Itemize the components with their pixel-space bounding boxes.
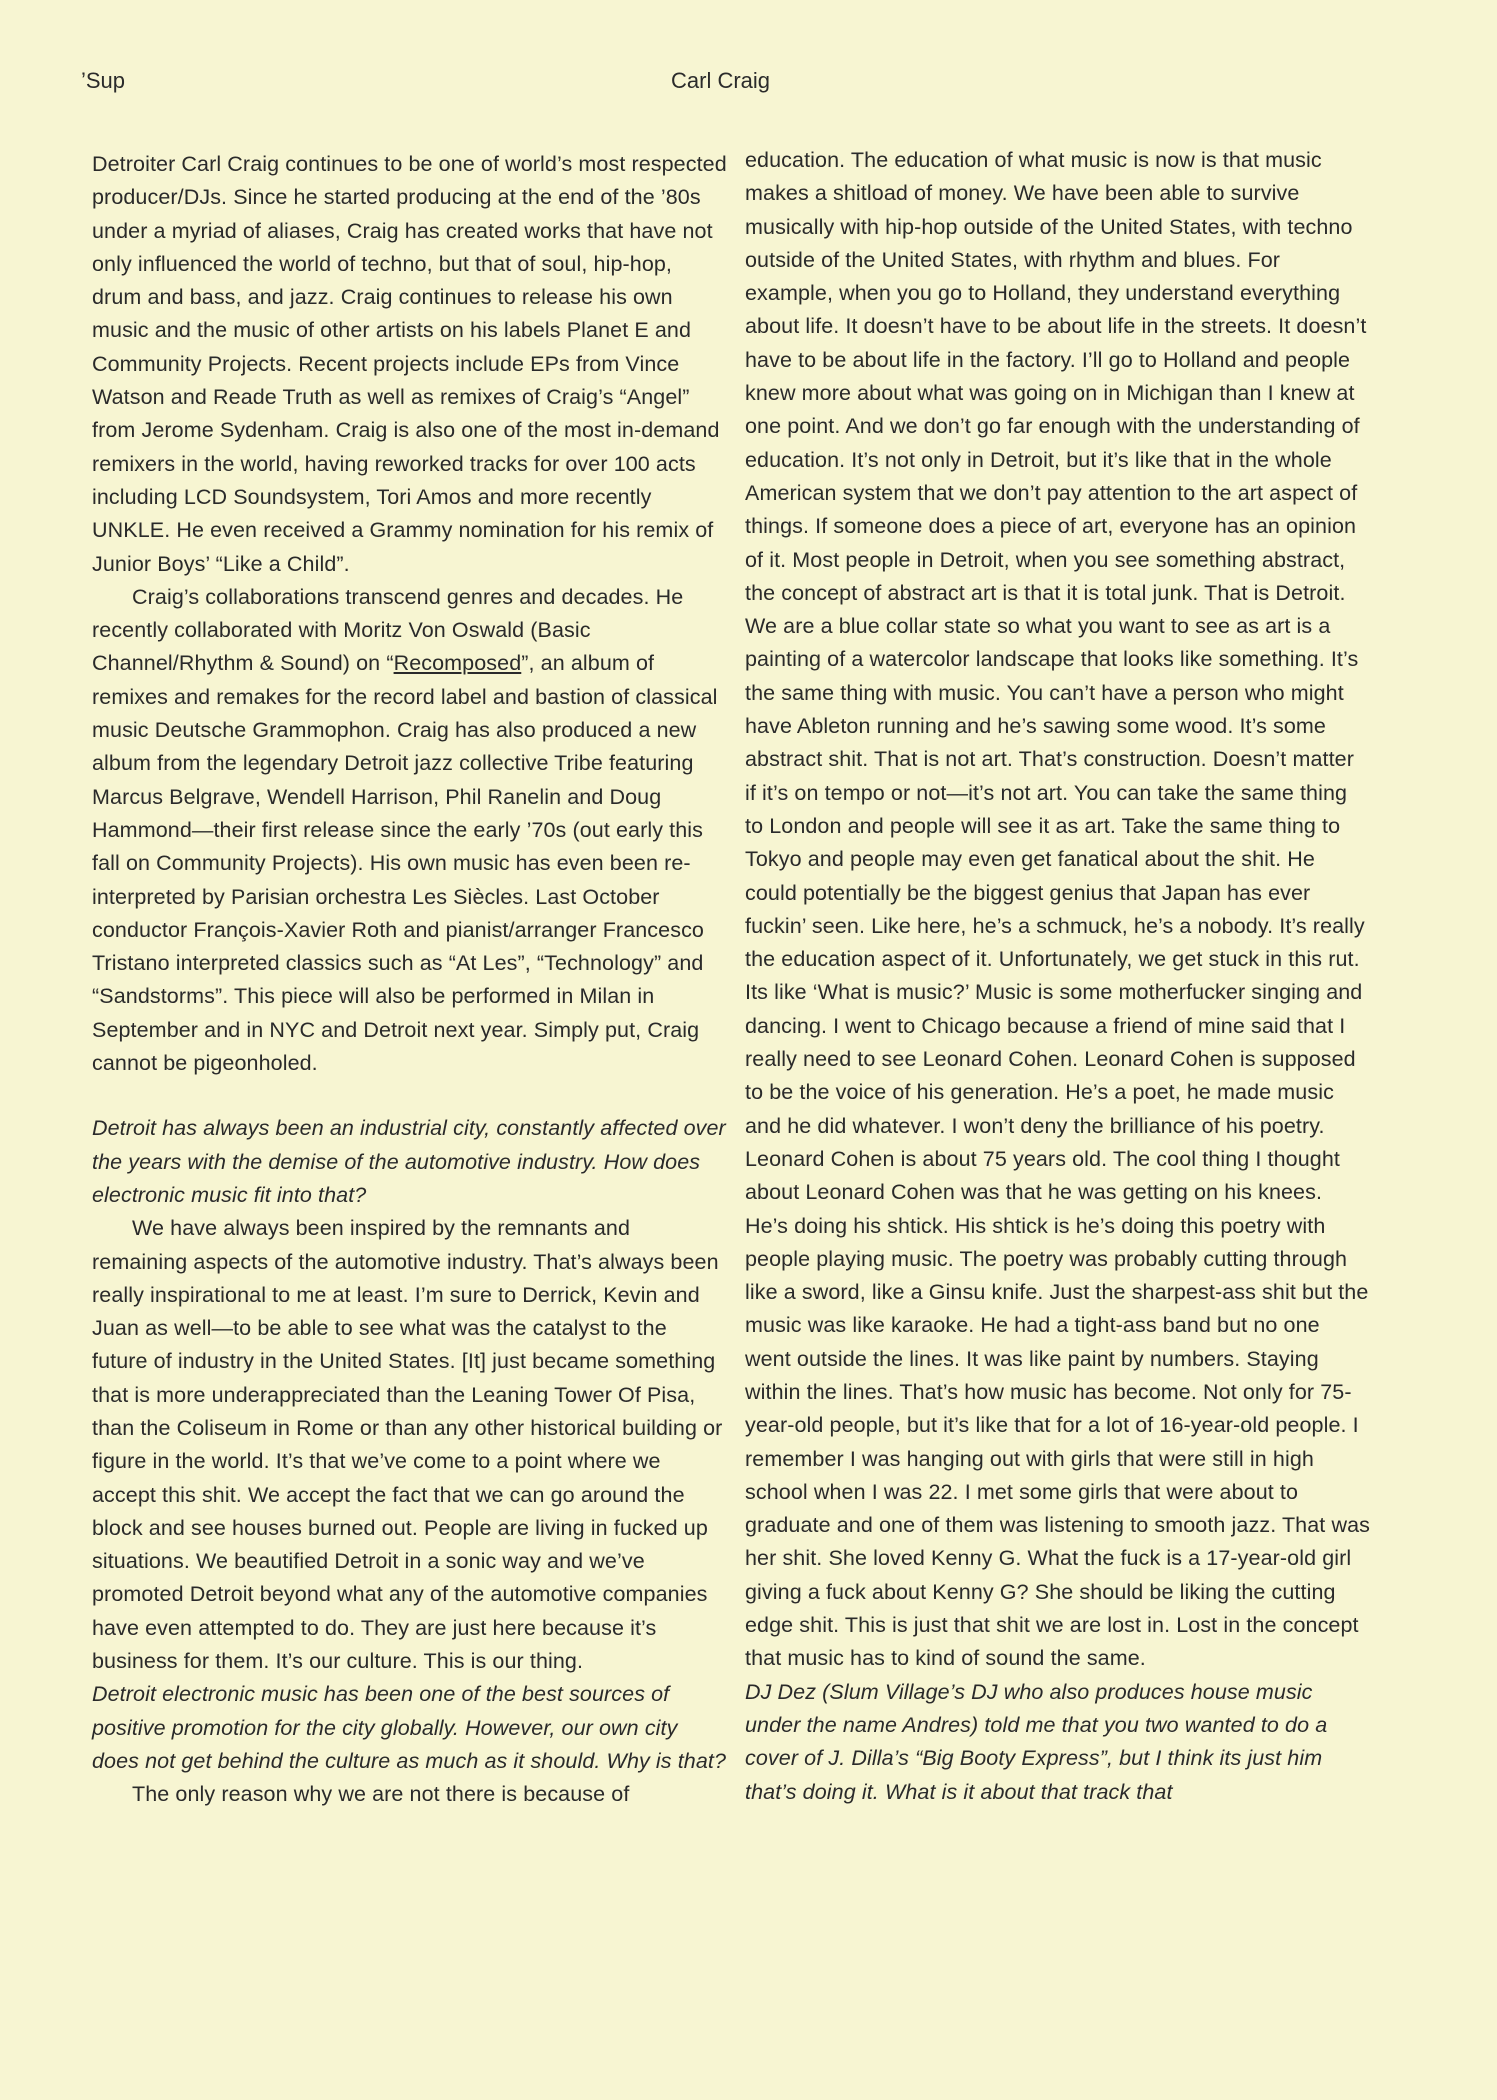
question-3: DJ Dez (Slum Village’s DJ who also produces house music under the name Andres) told me that you two wanted to do a cover of J. Dilla’s “Big Booty Express”, but I think its just him that’s doing it. What is it about that track that bbox=[745, 1679, 1328, 1804]
question-2: Detroit electronic music has been one of the best sources of positive promotion for the city globally. However, our own city does not get behind the culture as much as it should. Why is that? bbox=[92, 1682, 727, 1773]
recomposed-link[interactable]: Recomposed bbox=[393, 651, 522, 676]
intro-paragraph-2 bbox=[92, 581, 727, 1080]
left-column bbox=[92, 148, 727, 1812]
intro-paragraph-2-end: ”, an album of remixes and remakes for the record label and bastion of classical music Deutsche Grammophon. Craig has also produced a new album from the legendary Detroit jazz collective Tribe featuring Marcus Belgrave, Wendell Harrison, Phil Ranelin and Doug Hammond—their first release since the early ’70s (out early this fall on Community Projects). His own music has even been re-interpreted by Parisian orchestra Les Siècles. Last October conductor François-Xavier Roth and pianist/arranger Francesco Tristano interpreted classics such as “At Les”, “Technology” and “Sandstorms”. This piece will also be performed in Milan in September and in NYC and Detroit next year. Simply put, Craig cannot be pigeonholed. bbox=[92, 651, 718, 1076]
answer-1: We have always been inspired by the remnants and remaining aspects of the automotive industry. That’s always been really inspirational to me at least. I’m sure to Derrick, Kevin and Juan as well—to be able to see what was the catalyst to the future of industry in the United States. [It] just became something that is more underappreciated than the Leaning Tower Of Pisa, than the Coliseum in Rome or than any other historical building or figure in the world. It’s that we’ve come to a point where we accept this shit. We accept the fact that we can go around the block and see houses burned out. People are living in fucked up situations. We beautified Detroit in a sonic way and we’ve promoted Detroit beyond what any of the automotive companies have even attempted to do. They are just here because it’s business for them. It’s our culture. This is our thing. bbox=[92, 1216, 723, 1674]
intro-paragraph-2-start: Craig’s collaborations transcend genres and decades. He recently collaborated with Moritz Von Oswald (Basic Channel/Rhythm & Sound) on “ bbox=[92, 584, 684, 676]
answer-2-start: The only reason why we are not there is because of bbox=[132, 1782, 630, 1807]
right-column bbox=[745, 144, 1370, 1809]
intro-paragraph-1: Detroiter Carl Craig continues to be one of world’s most respected producer/DJs. Since he started producing at the end of the ’80s under a myriad of aliases, Craig has created works that have not only influenced the world of techno, but that of soul, hip-hop, drum and bass, and jazz. Craig continues to release his own music and the music of other artists on his labels Planet E and Community Projects. Recent projects include EPs from Vince Watson and Reade Truth as well as remixes of Craig’s “Angel” from Jerome Sydenham. Craig is also one of the most in-demand remixers in the world, having reworked tracks for over 100 acts including LCD Soundsystem, Tori Amos and more recently UNKLE. He even received a Grammy nomination for his remix of Junior Boys’ “Like a Child”. bbox=[92, 152, 727, 576]
section-label: ’Sup bbox=[81, 68, 126, 93]
question-1: Detroit has always been an industrial city, constantly affected over the years with the demise of the automotive industry. How does electronic music fit into that? bbox=[92, 1116, 726, 1207]
answer-2-continued: education. The education of what music is now is that music makes a shitload of money. We have been able to survive musically with hip-hop outside of the United States, with techno outside of the United States, with rhythm and blues. For example, when you go to Holland, they understand everything about life. It doesn’t have to be about life in the streets. It doesn’t have to be about life in the factory. I’ll go to Holland and people knew more about what was going on in Michigan than I knew at one point. And we don’t go far enough with the understanding of education. It’s not only in Detroit, but it’s like that in the whole American system that we don’t pay attention to the art aspect of things. If someone does a piece of art, everyone has an opinion of it. Most people in Detroit, when you see something abstract, the concept of abstract art is that it is total junk. That is Detroit. We are a blue collar state so what you want to see as art is a painting of a watercolor landscape that looks like something. It’s the same thing with music. You can’t have a person who might have Ableton running and he’s sawing some wood. It’s some abstract shit. That is not art. That’s construction. Doesn’t matter if it’s on tempo or not—it’s not art. You can take the same thing to London and people will see it as art. Take the same thing to Tokyo and people may even get fanatical about the shit. He could potentially be the biggest genius that Japan has ever fuckin’ seen. Like here, he’s a schmuck, he’s a nobody. It’s really the education aspect of it. Unfortunately, we get stuck in this rut. Its like ‘What is music?’ Music is some motherfucker singing and dancing. I went to Chicago because a friend of mine said that I really need to see Leonard Cohen. Leonard Cohen is supposed to be the voice of his generation. He’s a poet, he made music and he did whatever. I won’t deny the brilliance of his poetry. Leonard Cohen is about 75 years old. The cool thing I thought about Leonard Cohen was that he was getting on his knees. He’s doing his shtick. His shtick is he’s doing this poetry with people playing music. The poetry was probably cutting through like a sword, like a Ginsu knife. Just the sharpest-ass shit but the music was like karaoke. He had a tight-ass band but no one went outside the lines. It was like paint by numbers. Staying within the lines. That’s how music has become. Not only for 75-year-old people, but it’s like that for a lot of 16-year-old people. I remember I was hanging out with girls that were still in high school when I was 22. I met some girls that were about to graduate and one of them was listening to smooth jazz. That was her shit. She loved Kenny G. What the fuck is a 17-year-old girl giving a fuck about Kenny G? She should be liking the cutting edge shit. This is just that shit we are lost in. Lost in the concept that music has to kind of sound the same. bbox=[745, 148, 1370, 1671]
article-title: Carl Craig bbox=[671, 68, 771, 93]
